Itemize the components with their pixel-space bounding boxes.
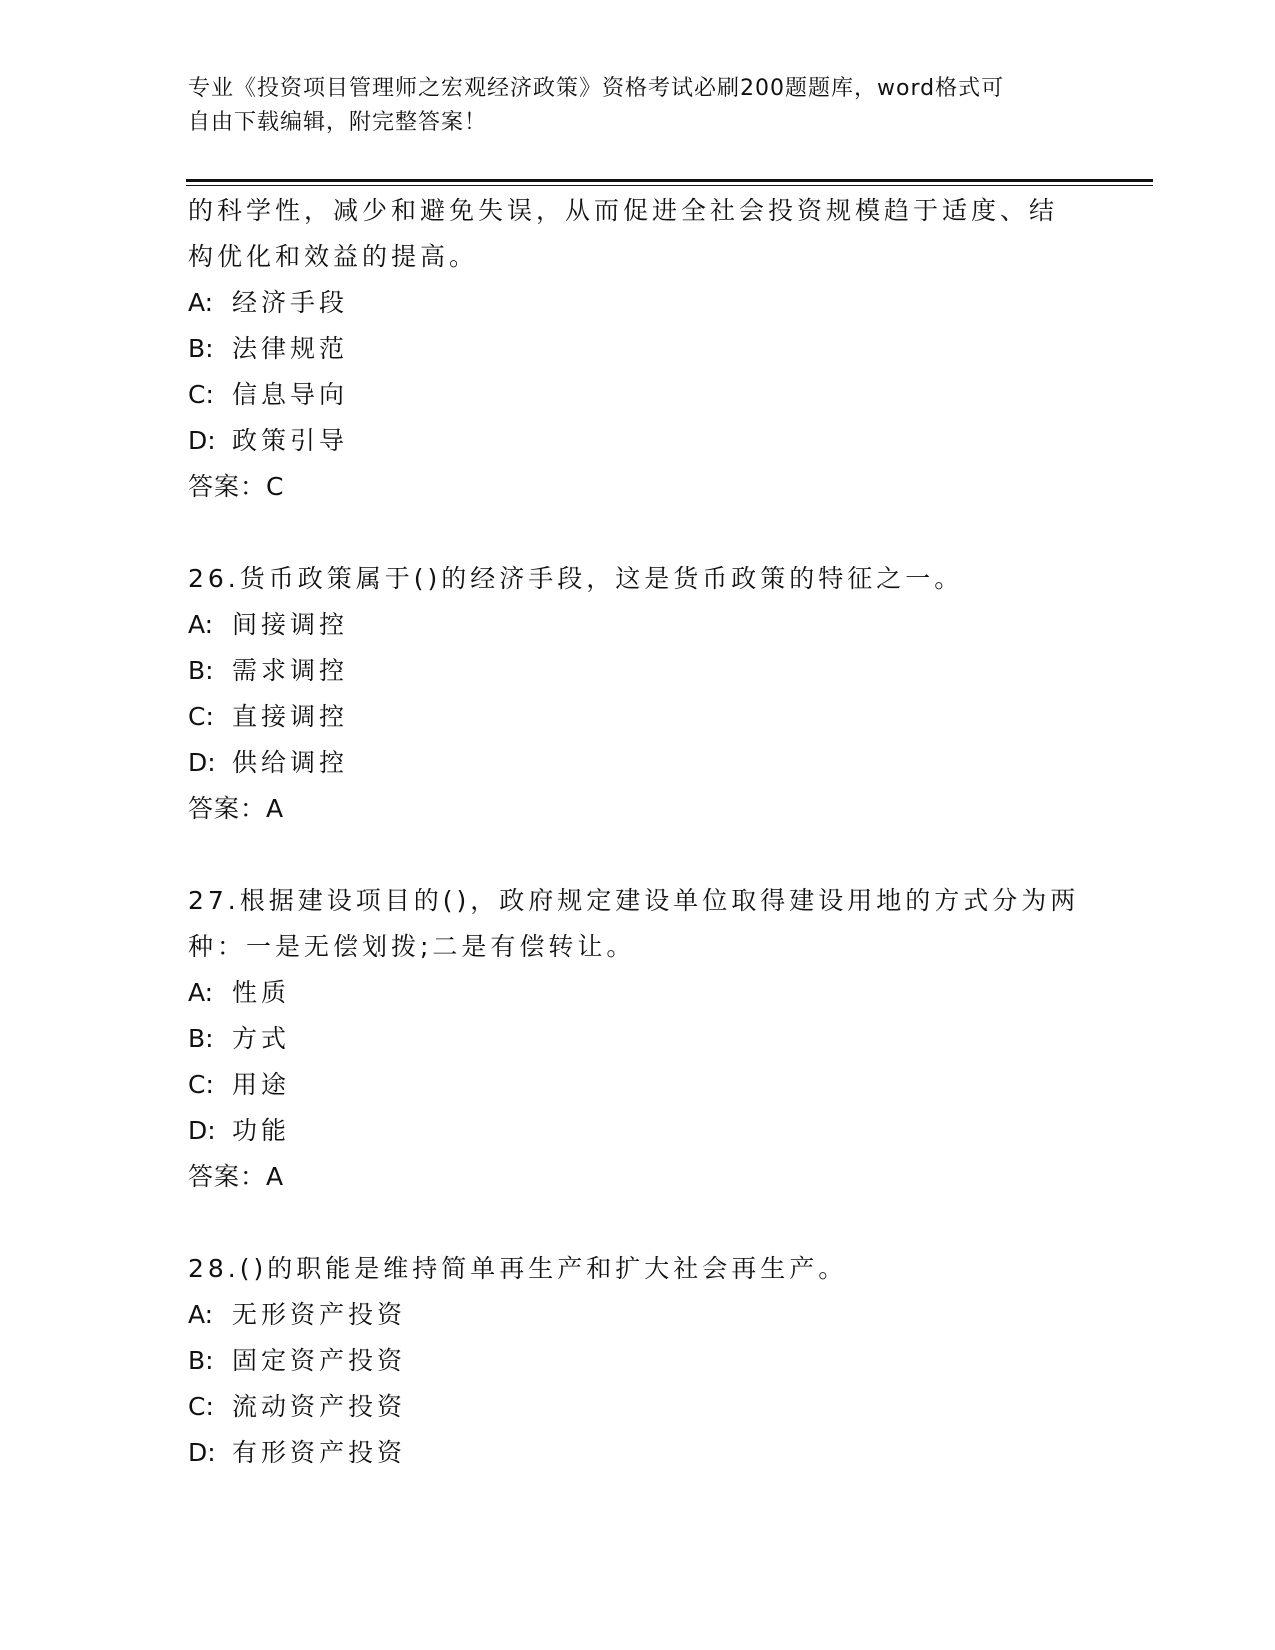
- option-text: 性质: [232, 978, 291, 1007]
- question-text: 构优化和效益的提高。: [188, 242, 479, 271]
- option-b: [188, 1016, 1088, 1062]
- document-header: [188, 72, 1088, 140]
- option-b: [188, 326, 1088, 372]
- option-text: 法律规范: [232, 334, 349, 363]
- option-key: B:: [188, 656, 214, 685]
- header-rule-thin: [186, 185, 1153, 186]
- option-key: B:: [188, 334, 214, 363]
- header-line: 专业《投资项目管理师之宏观经济政策》资格考试必刷200题题库，word格式可: [188, 76, 1005, 101]
- option-key: D:: [188, 748, 216, 777]
- option-key: A:: [188, 1300, 214, 1329]
- header-rule: [186, 179, 1153, 182]
- option-d: [188, 418, 1088, 464]
- option-key: A:: [188, 610, 214, 639]
- option-d: [188, 1108, 1088, 1154]
- question-text: 的科学性，减少和避免失误，从而促进全社会投资规模趋于适度、结: [188, 196, 1059, 225]
- question-text: 种：一是无偿划拨;二是有偿转让。: [188, 932, 636, 961]
- header-line: 自由下载编辑，附完整答案！: [188, 110, 488, 135]
- option-text: 用途: [232, 1070, 291, 1099]
- option-key: C:: [188, 702, 214, 731]
- option-c: [188, 1062, 1088, 1108]
- option-key: A:: [188, 288, 214, 317]
- option-key: C:: [188, 1070, 214, 1099]
- option-text: 流动资产投资: [232, 1392, 407, 1421]
- option-key: D:: [188, 426, 216, 455]
- option-a: [188, 1292, 1088, 1338]
- option-text: 直接调控: [232, 702, 349, 731]
- option-text: 有形资产投资: [232, 1438, 407, 1467]
- option-key: C:: [188, 1392, 214, 1421]
- option-b: [188, 648, 1088, 694]
- option-text: 无形资产投资: [232, 1300, 407, 1329]
- answer: 答案：C: [188, 472, 285, 501]
- question-continuation: [188, 188, 1088, 510]
- option-text: 供给调控: [232, 748, 349, 777]
- answer: 答案：A: [188, 794, 285, 823]
- option-key: D:: [188, 1438, 216, 1467]
- question-text: 27.根据建设项目的()，政府规定建设单位取得建设用地的方式分为两: [188, 886, 1080, 915]
- option-c: [188, 372, 1088, 418]
- question-27: [188, 878, 1088, 1200]
- question-text: 26.货币政策属于()的经济手段，这是货币政策的特征之一。: [188, 564, 964, 593]
- option-d: [188, 740, 1088, 786]
- option-a: [188, 602, 1088, 648]
- option-text: 信息导向: [232, 380, 349, 409]
- option-text: 方式: [232, 1024, 291, 1053]
- question-list: [188, 188, 1088, 1476]
- option-key: C:: [188, 380, 214, 409]
- option-key: B:: [188, 1024, 214, 1053]
- option-text: 功能: [232, 1116, 291, 1145]
- option-key: B:: [188, 1346, 214, 1375]
- option-c: [188, 1384, 1088, 1430]
- option-text: 固定资产投资: [232, 1346, 407, 1375]
- option-a: [188, 280, 1088, 326]
- option-text: 政策引导: [232, 426, 349, 455]
- option-c: [188, 694, 1088, 740]
- question-26: [188, 556, 1088, 832]
- option-d: [188, 1430, 1088, 1476]
- option-a: [188, 970, 1088, 1016]
- question-28: [188, 1246, 1088, 1476]
- option-key: D:: [188, 1116, 216, 1145]
- option-b: [188, 1338, 1088, 1384]
- answer: 答案：A: [188, 1162, 285, 1191]
- option-text: 需求调控: [232, 656, 349, 685]
- option-text: 间接调控: [232, 610, 349, 639]
- option-key: A:: [188, 978, 214, 1007]
- question-text: 28.()的职能是维持简单再生产和扩大社会再生产。: [188, 1254, 848, 1283]
- option-text: 经济手段: [232, 288, 349, 317]
